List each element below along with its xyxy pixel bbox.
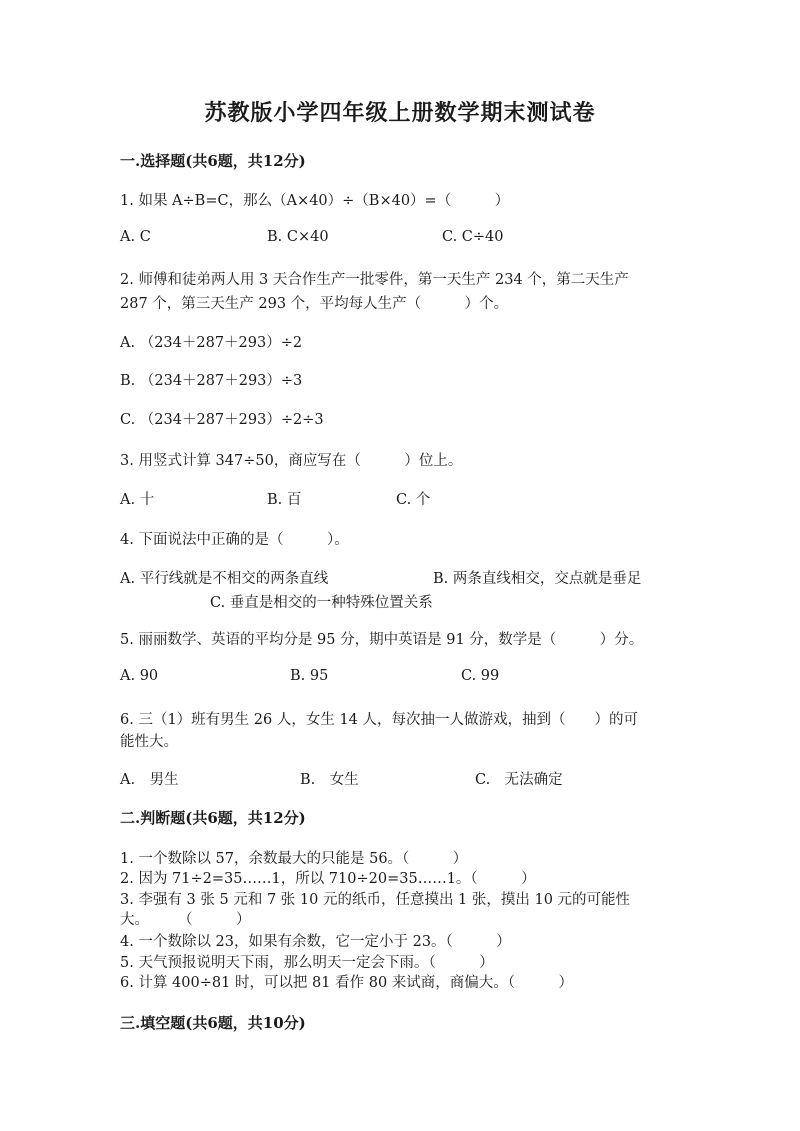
q3-option-a: A. 十 [120, 492, 155, 508]
q3-option-b: B. 百 [267, 492, 302, 508]
judgement-item-4: 4. 一个数除以 23，如果有余数，它一定小于 23。（ ） [120, 934, 511, 950]
q4-option-a: A. 平行线就是不相交的两条直线 [120, 571, 329, 587]
judgement-item-5: 5. 天气预报说明天下雨，那么明天一定会下雨。（ ） [120, 955, 494, 971]
q2-option-a: A. （234＋287＋293）÷2 [120, 335, 303, 351]
q5-option-c: C. 99 [461, 668, 500, 684]
question-3: 3. 用竖式计算 347÷50，商应写在（ ）位上。 [120, 453, 463, 469]
question-1: 1. 如果 A÷B=C，那么（A×40）÷（B×40）=（ ） [120, 193, 510, 209]
judgement-item-1: 1. 一个数除以 57，余数最大的只能是 56。（ ） [120, 851, 468, 867]
q3-option-c: C. 个 [396, 492, 431, 508]
q2-option-b: B. （234＋287＋293）÷3 [120, 373, 303, 389]
judgement-item-3-line-2: 大。 （ ） [120, 912, 251, 928]
judgement-item-2: 2. 因为 71÷2=35……1，所以 710÷20=35……1。（ ） [120, 871, 536, 887]
q4-option-c: C. 垂直是相交的一种特殊位置关系 [210, 595, 433, 611]
q4-option-b: B. 两条直线相交，交点就是垂足 [433, 571, 642, 587]
section-heading-choice: 一.选择题(共6题，共12分) [120, 152, 306, 170]
section-heading-fill-in: 三.填空题(共6题，共10分) [120, 1014, 306, 1032]
question-2-line-1: 2. 师傅和徒弟两人用 3 天合作生产一批零件，第一天生产 234 个，第二天生产 [120, 272, 629, 288]
q1-option-a: A. C [120, 229, 151, 245]
judgement-item-6: 6. 计算 400÷81 时，可以把 81 看作 80 来试商，商偏大。（ ） [120, 975, 574, 991]
question-6-line-2: 能性大。 [120, 734, 178, 750]
q6-option-c: C. 无法确定 [475, 772, 563, 788]
q1-option-c: C. C÷40 [442, 229, 504, 245]
question-5: 5. 丽丽数学、英语的平均分是 95 分，期中英语是 91 分，数学是（ ）分。 [120, 632, 644, 648]
q5-option-a: A. 90 [120, 668, 159, 684]
q6-option-a: A. 男生 [120, 772, 179, 788]
question-6-line-1: 6. 三（1）班有男生 26 人，女生 14 人，每次抽一人做游戏，抽到（ ）的可 [120, 712, 639, 728]
q1-option-b: B. C×40 [267, 229, 329, 245]
q2-option-c: C. （234＋287＋293）÷2÷3 [120, 412, 324, 428]
section-heading-judgement: 二.判断题(共6题，共12分) [120, 809, 306, 827]
page-title: 苏教版小学四年级上册数学期末测试卷 [204, 100, 596, 126]
question-2-line-2: 287 个，第三天生产 293 个，平均每人生产（ ）个。 [120, 296, 509, 312]
judgement-item-3-line-1: 3. 李强有 3 张 5 元和 7 张 10 元的纸币，任意摸出 1 张，摸出 10 元的可能性 [120, 892, 631, 908]
question-4: 4. 下面说法中正确的是（ ）。 [120, 532, 349, 548]
q6-option-b: B. 女生 [300, 772, 359, 788]
q5-option-b: B. 95 [290, 668, 329, 684]
